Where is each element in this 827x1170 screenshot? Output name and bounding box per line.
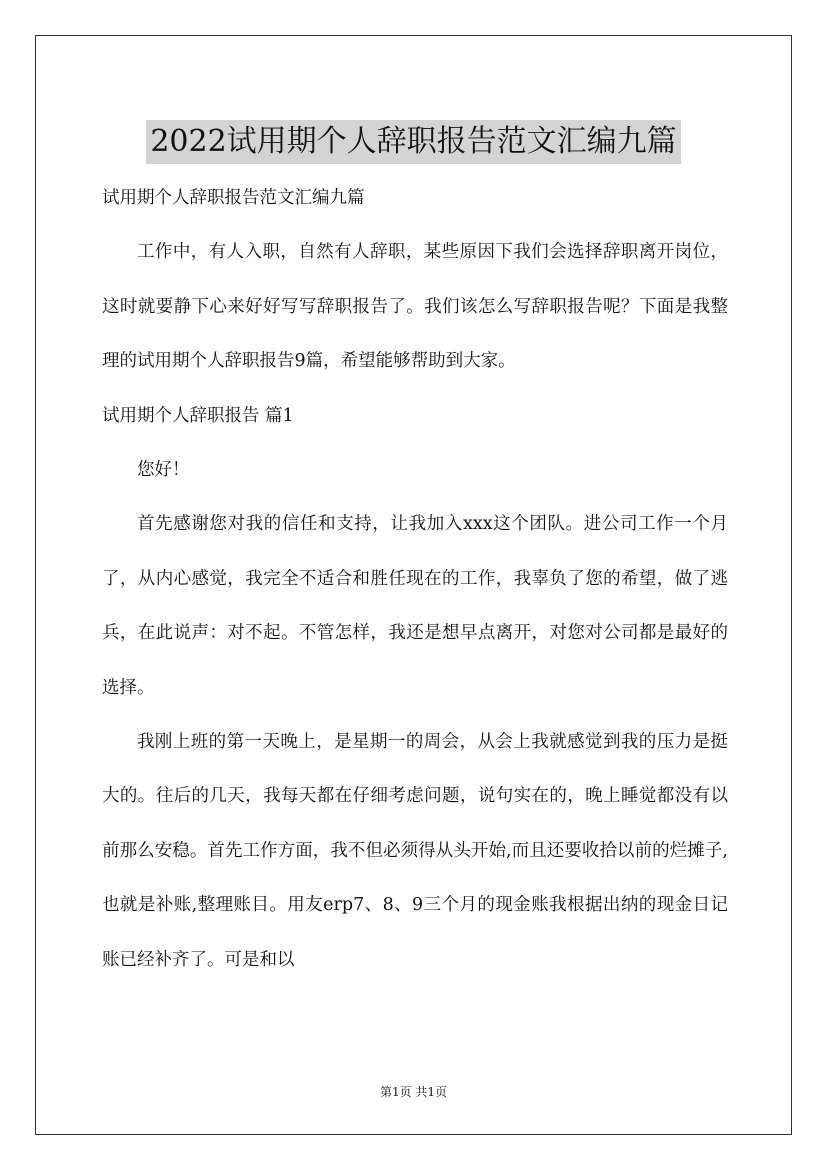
greeting: 您好！: [137, 460, 190, 481]
page-footer: 第1页 共1页: [379, 1085, 448, 1099]
document-body: [102, 171, 728, 987]
body-paragraph: 首先感谢您对我的信任和支持，让我加入xxx这个团队。进公司工作一个月了，从内心感觉，我完全不适合和胜任现在的工作，我辜负了您的希望，做了逃兵，在此说声：对不起。不管怎样，我还是想早点离开，对您对公司都是最好的选择。: [102, 514, 728, 698]
intro-paragraph: 工作中，有人入职，自然有人辞职，某些原因下我们会选择辞职离开岗位，这时就要静下心来好好写写辞职报告了。我们该怎么写辞职报告呢？下面是我整理的试用期个人辞职报告9篇，希望能够帮助到大家。: [102, 242, 728, 372]
body-paragraph: 我刚上班的第一天晚上，是星期一的周会，从会上我就感觉到我的压力是挺大的。往后的几天，我每天都在仔细考虑问题，说句实在的，晚上睡觉都没有以前那么安稳。首先工作方面，我不但必须得从头开始,而且还要收拾以前的烂摊子,也就是补账,整理账目。用友erp7、8、9三个月的现金账我根据出纳的现金日记账已经补齐了。可是和以: [102, 732, 728, 970]
subtitle-line: 试用期个人辞职报告范文汇编九篇: [102, 188, 365, 208]
section-heading: 试用期个人辞职报告 篇1: [102, 405, 294, 426]
document-title: 2022试用期个人辞职报告范文汇编九篇: [146, 120, 680, 164]
